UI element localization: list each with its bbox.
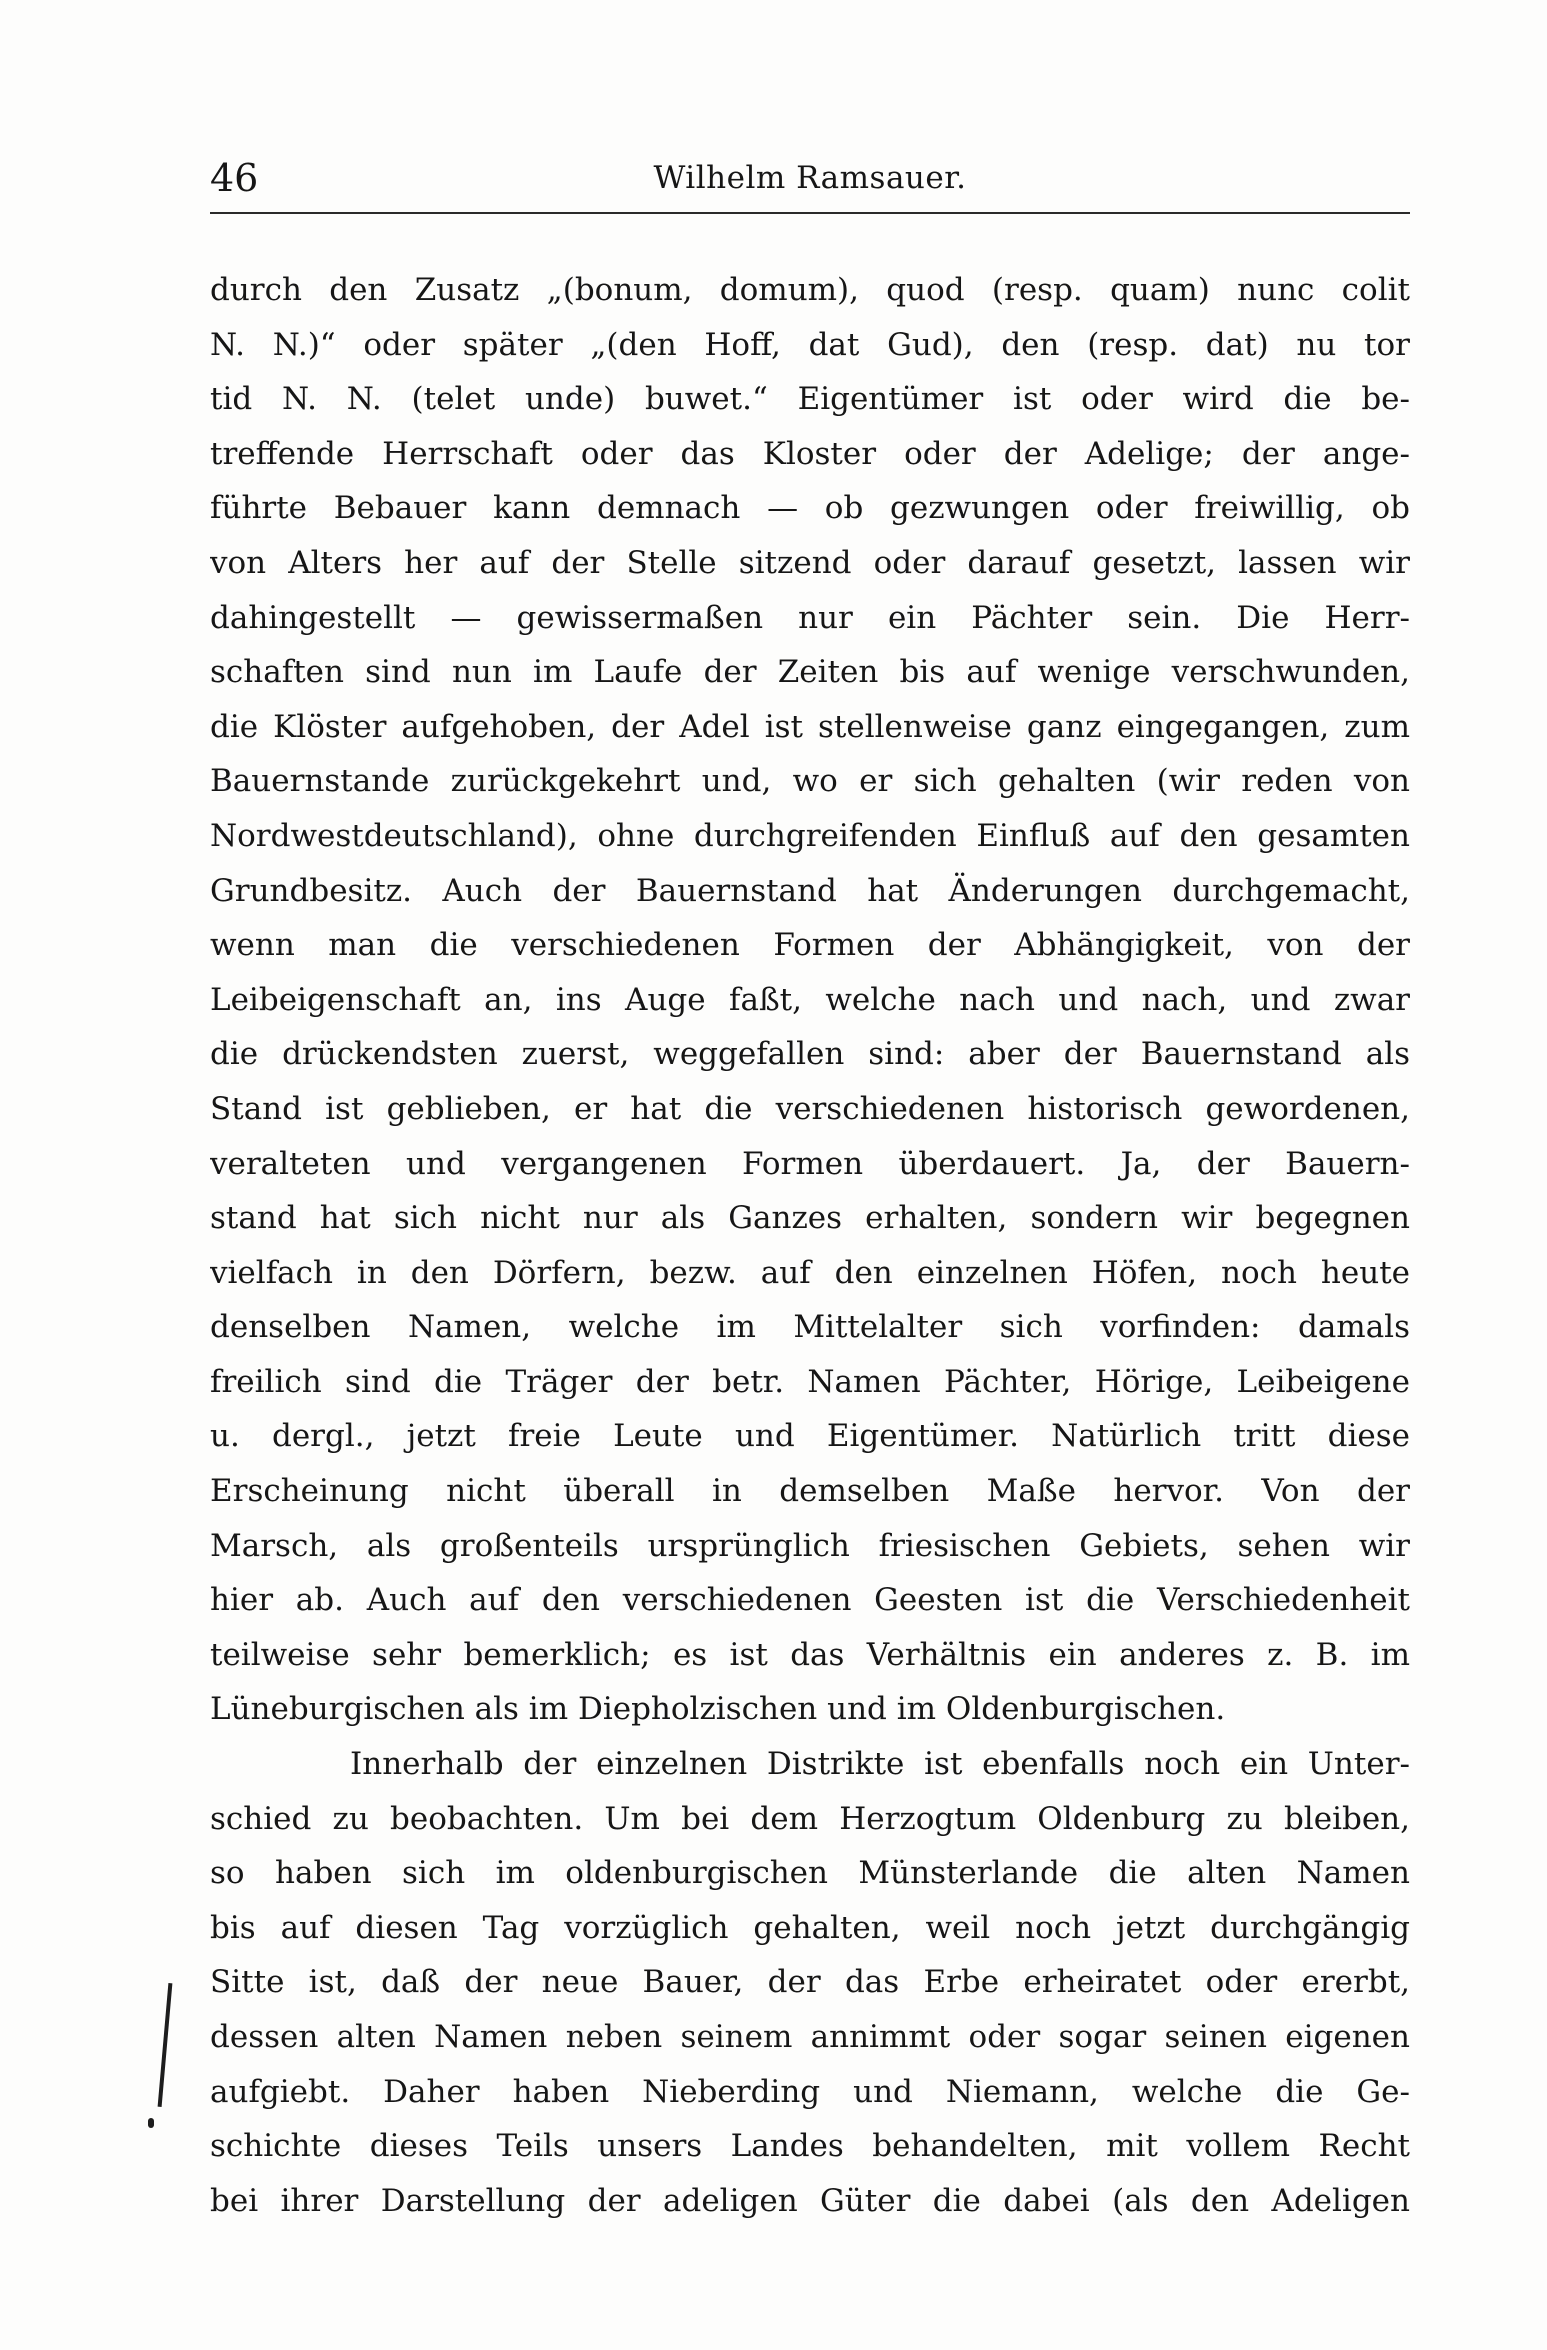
text-line: vielfach in den Dörfern, bezw. auf den einzelnen Höfen, noch heute: [210, 1254, 1410, 1291]
text-line: Bauernstande zurückgekehrt und, wo er sich gehalten (wir reden von: [210, 763, 1410, 800]
text-line: dahingestellt — gewissermaßen nur ein Pächter sein. Die Herr-: [210, 599, 1410, 636]
text-line: bis auf diesen Tag vorzüglich gehalten, weil noch jetzt durchgängig: [210, 1909, 1410, 1946]
text-line: die Klöster aufgehoben, der Adel ist stellenweise ganz eingegangen, zum: [210, 708, 1410, 745]
text-line: aufgiebt. Daher haben Nieberding und Niemann, welche die Ge-: [210, 2073, 1410, 2110]
margin-pencil-mark: [158, 1983, 173, 2107]
text-line: Innerhalb der einzelnen Distrikte ist ebenfalls noch ein Unter-: [350, 1746, 1410, 1783]
page-number: 46: [210, 156, 259, 200]
running-head: Wilhelm Ramsauer.: [653, 160, 967, 196]
text-line: freilich sind die Träger der betr. Namen Pächter, Hörige, Leibeigene: [210, 1363, 1410, 1400]
text-line: stand hat sich nicht nur als Ganzes erhalten, sondern wir begegnen: [210, 1200, 1410, 1237]
text-line: Stand ist geblieben, er hat die verschiedenen historisch gewordenen,: [210, 1090, 1410, 1127]
margin-pencil-dot: [148, 2118, 154, 2128]
text-line: so haben sich im oldenburgischen Münsterlande die alten Namen: [210, 1855, 1410, 1892]
text-line: die drückendsten zuerst, weggefallen sind: aber der Bauernstand als: [210, 1036, 1410, 1073]
text-line: veralteten und vergangenen Formen überdauert. Ja, der Bauern-: [210, 1145, 1410, 1182]
text-line: wenn man die verschiedenen Formen der Abhängigkeit, von der: [210, 927, 1410, 964]
text-line: teilweise sehr bemerklich; es ist das Verhältnis ein anderes z. B. im: [210, 1636, 1410, 1673]
text-line: treffende Herrschaft oder das Kloster oder der Adelige; der ange-: [210, 435, 1410, 472]
text-line: Leibeigenschaft an, ins Auge faßt, welche nach und nach, und zwar: [210, 981, 1410, 1018]
text-line: Erscheinung nicht überall in demselben Maße hervor. Von der: [210, 1473, 1410, 1510]
text-line: von Alters her auf der Stelle sitzend oder darauf gesetzt, lassen wir: [210, 544, 1410, 581]
text-line: Lüneburgischen als im Diepholzischen und im Oldenburgischen.: [210, 1691, 1226, 1728]
text-line: u. dergl., jetzt freie Leute und Eigentümer. Natürlich tritt diese: [210, 1418, 1410, 1455]
text-line: Sitte ist, daß der neue Bauer, der das Erbe erheiratet oder ererbt,: [210, 1964, 1410, 2001]
text-line: tid N. N. (telet unde) buwet.“ Eigentümer ist oder wird die be-: [210, 381, 1410, 418]
text-line: schaften sind nun im Laufe der Zeiten bis auf wenige verschwunden,: [210, 654, 1410, 691]
text-line: schichte dieses Teils unsers Landes behandelten, mit vollem Recht: [210, 2128, 1410, 2165]
text-line: N. N.)“ oder später „(den Hoff, dat Gud), den (resp. dat) nu tor: [210, 326, 1410, 363]
text-line: hier ab. Auch auf den verschiedenen Geesten ist die Verschiedenheit: [210, 1582, 1410, 1619]
body-text: [210, 263, 1410, 2228]
text-line: dessen alten Namen neben seinem annimmt oder sogar seinen eigenen: [210, 2019, 1410, 2055]
header-rule: [210, 212, 1410, 214]
text-line: Grundbesitz. Auch der Bauernstand hat Änderungen durchgemacht,: [210, 872, 1410, 909]
text-line: schied zu beobachten. Um bei dem Herzogtum Oldenburg zu bleiben,: [210, 1800, 1410, 1837]
text-line: bei ihrer Darstellung der adeligen Güter die dabei (als den Adeligen: [210, 2182, 1410, 2219]
page-header: [210, 150, 1410, 206]
text-line: durch den Zusatz „(bonum, domum), quod (resp. quam) nunc colit: [210, 272, 1410, 308]
text-line: führte Bebauer kann demnach — ob gezwungen oder freiwillig, ob: [210, 490, 1410, 527]
text-line: Marsch, als großenteils ursprünglich friesischen Gebiets, sehen wir: [210, 1527, 1410, 1564]
text-line: denselben Namen, welche im Mittelalter sich vorfinden: damals: [210, 1309, 1410, 1346]
text-line: Nordwestdeutschland), ohne durchgreifenden Einfluß auf den gesamten: [210, 817, 1410, 854]
